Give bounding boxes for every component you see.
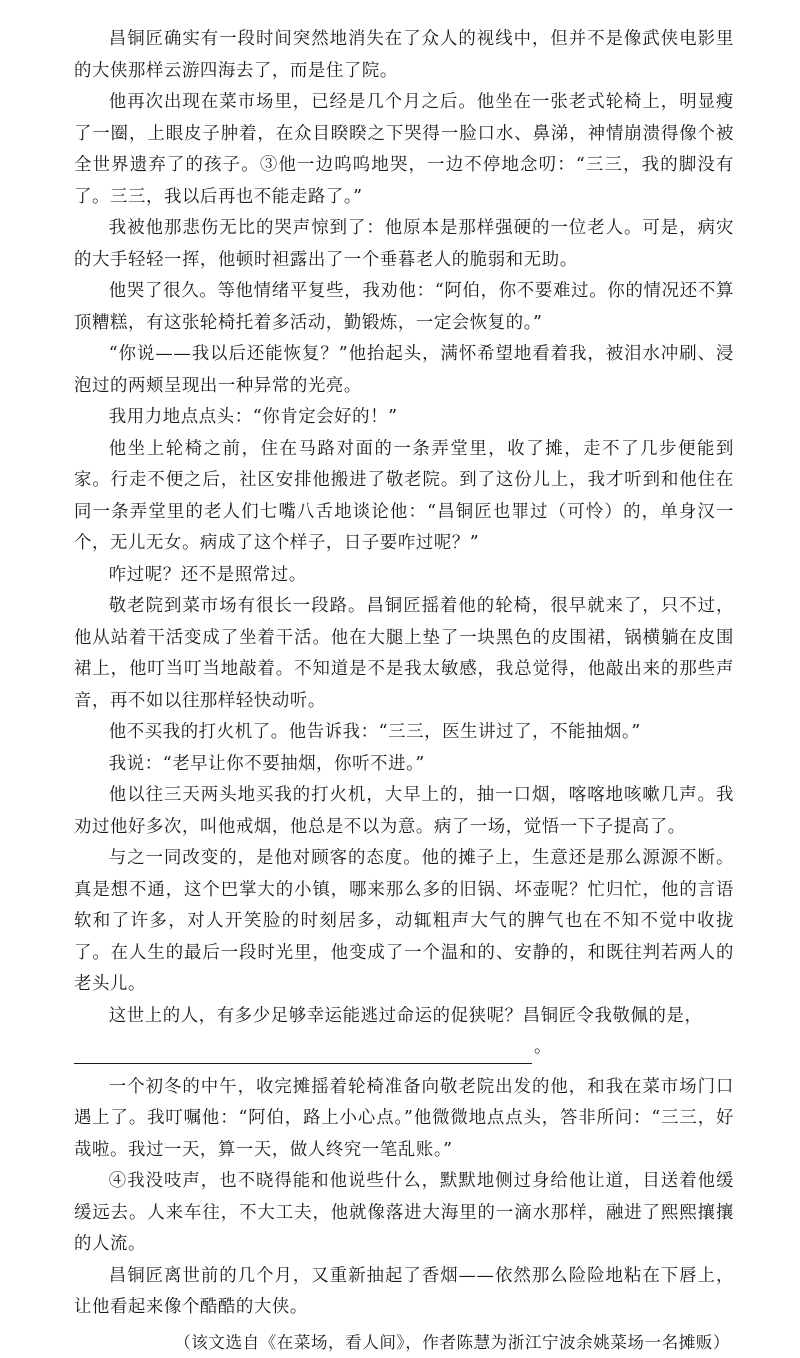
paragraph-17: 昌铜匠离世前的几个月，又重新抽起了香烟——依然那么险险地粘在下唇上，让他看起来像个酷酷的大侠。 xyxy=(74,1265,734,1317)
paragraph-13: 与之一同改变的，是他对顾客的态度。他的摊子上，生意还是那么源源不断。真是想不通，这个巴掌大的小镇，哪来那么多的旧锅、坏壶呢？忙归忙，他的言语软和了许多，对人开笑脸的时刻居多，动辄粗声大气的脾气也在不知不觉中收拢了。在人生的最后一段时光里，他变成了一个温和的、安静的，和既往判若两人的老头儿。 xyxy=(74,848,734,994)
paragraph-1: 昌铜匠确实有一段时间突然地消失在了众人的视线中，但并不是像武侠电影里的大侠那样云游四海去了，而是住了院。 xyxy=(74,29,734,81)
paragraph-12: 他以往三天两头地买我的打火机，大早上的，抽一口烟，喀喀地咳嗽几声。我劝过他好多次，叫他戒烟，他总是不以为意。病了一场，觉悟一下子提高了。 xyxy=(74,785,734,837)
blank-end-punctuation: 。 xyxy=(534,1037,552,1057)
paragraph-10: 他不买我的打火机了。他告诉我：“三三，医生讲过了，不能抽烟。” xyxy=(108,722,641,742)
paragraph-14: 这世上的人，有多少足够幸运能逃过命运的促狭呢？昌铜匠令我敬佩的是， xyxy=(108,1005,703,1026)
article xyxy=(74,24,734,1358)
paragraph-3: 我被他那悲伤无比的哭声惊到了：他原本是那样强硬的一位老人。可是，病灾的大手轻轻一挥，他顿时袒露出了一个垂暮老人的脆弱和无助。 xyxy=(74,218,734,270)
source-note: （该文选自《在菜场，看人间》，作者陈慧为浙江宁波余姚菜场一名摊贩） xyxy=(174,1332,730,1352)
paragraph-15: 一个初冬的中午，收完摊摇着轮椅准备向敬老院出发的他，和我在菜市场门口遇上了。我叮嘱他：“阿伯，路上小心点。”他微微地点点头，答非所问：“三三，好哉啦。我过一天，算一天，做人终究一笔乱账。” xyxy=(74,1076,734,1160)
paragraph-16: ④我没吱声，也不晓得能和他说些什么，默默地侧过身给他让道，目送着他缓缓远去。人来车往，不大工夫，他就像落进大海里的一滴水那样，融进了熙熙攘攘的人流。 xyxy=(74,1171,734,1254)
paragraph-7: 他坐上轮椅之前，住在马路对面的一条弄堂里，收了摊，走不了几步便能到家。行走不便之后，社区安排他搬进了敬老院。到了这份儿上，我才听到和他住在同一条弄堂里的老人们七嘴八舌地谈论他：“昌铜匠也罪过（可怜）的，单身汉一个，无儿无女。病成了这个样子，日子要咋过呢？” xyxy=(74,438,734,553)
paragraph-4: 他哭了很久。等他情绪平复些，我劝他：“阿伯，你不要难过。你的情况还不算顶糟糕，有这张轮椅托着多活动，勤锻炼，一定会恢复的。” xyxy=(74,281,734,333)
paragraph-9: 敬老院到菜市场有很长一段路。昌铜匠摇着他的轮椅，很早就来了，只不过，他从站着干活变成了坐着干活。他在大腿上垫了一块黑色的皮围裙，锅横躺在皮围裙上，他叮当叮当地敲着。不知道是不是我太敏感，我总觉得，他敲出来的那些声音，再不如以往那样轻快动听。 xyxy=(74,596,734,711)
fill-in-blank xyxy=(74,1032,734,1064)
answer-blank-line xyxy=(74,1045,532,1064)
paragraph-5: “你说——我以后还能恢复？”他抬起头，满怀希望地看着我，被泪水冲刷、浸泡过的两颊呈现出一种异常的光亮。 xyxy=(74,344,734,396)
paragraph-8: 咋过呢？还不是照常过。 xyxy=(108,564,307,585)
paragraph-6: 我用力地点点头：“你肯定会好的！” xyxy=(108,407,398,427)
paragraph-11: 我说：“老早让你不要抽烟，你听不进。” xyxy=(108,753,425,774)
paragraph-2: 他再次出现在菜市场里，已经是几个月之后。他坐在一张老式轮椅上，明显瘦了一圈，上眼皮子肿着，在众目睽睽之下哭得一脸口水、鼻涕，神情崩溃得像个被全世界遗弃了的孩子。③他一边呜呜地哭，一边不停地念叨：“三三，我的脚没有了。三三，我以后再也不能走路了。” xyxy=(74,92,734,207)
